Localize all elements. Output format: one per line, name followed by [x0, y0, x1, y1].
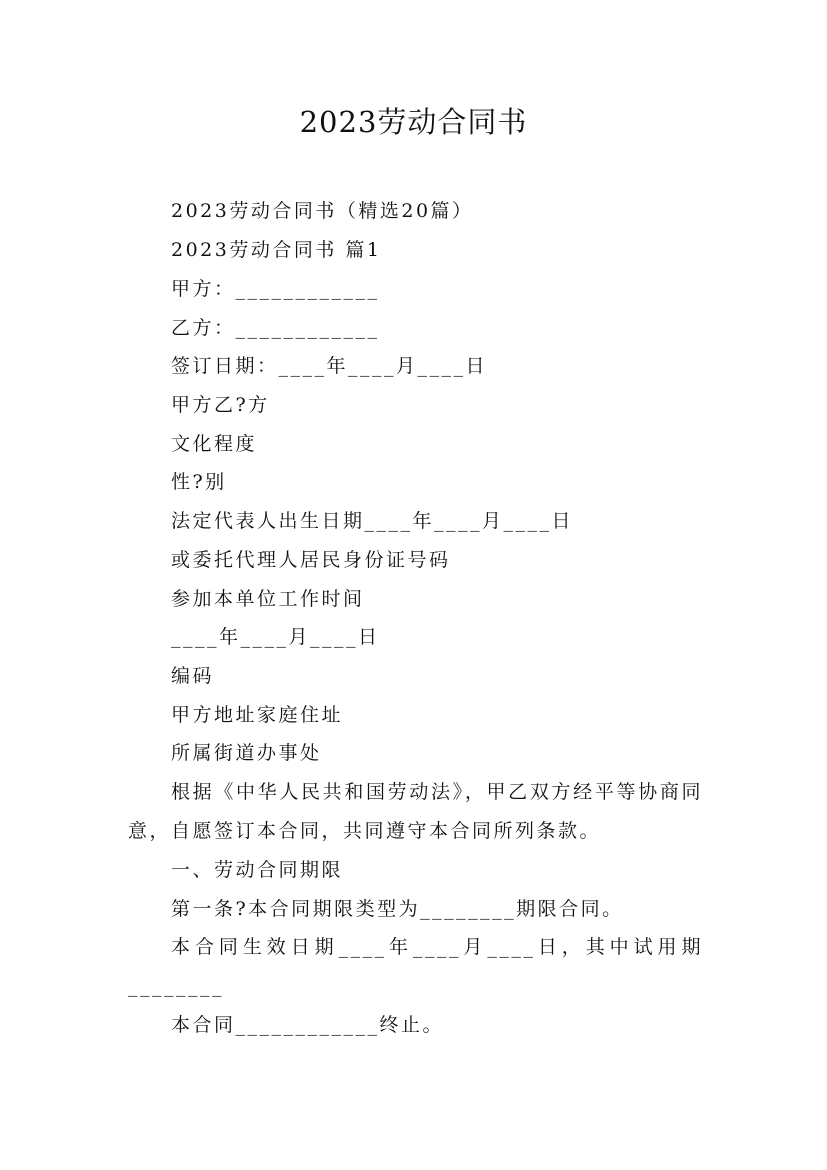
party-a-line: 甲方：____________	[171, 278, 380, 300]
form-field-line: 编码	[171, 665, 215, 687]
intro-paragraph: 根据《中华人民共和国劳动法》，甲乙双方经平等协商同意，自愿签订本合同，共同遵守本合同所列条款。	[128, 781, 703, 842]
sign-date-line: 签订日期：____年____月____日	[171, 355, 488, 377]
form-field-line: 文化程度	[171, 433, 258, 455]
document-title: 2023劳动合同书	[299, 105, 528, 139]
form-field-line: 或委托代理人居民身份证号码	[171, 549, 451, 571]
form-field-line: 法定代表人出生日期____年____月____日	[171, 510, 574, 532]
form-field-line: 所属街道办事处	[171, 742, 322, 764]
article-heading: 2023劳动合同书 篇1	[171, 239, 382, 261]
form-field-line: 甲方乙?方	[171, 394, 270, 416]
form-field-line: 性?别	[171, 471, 227, 493]
effective-date-paragraph: 本合同生效日期____年____月____日，其中试用期________	[128, 936, 703, 997]
subtitle-line: 2023劳动合同书（精选20篇）	[171, 200, 474, 222]
party-b-line: 乙方：____________	[171, 317, 380, 339]
section-heading: 一、劳动合同期限	[171, 859, 344, 881]
form-field-line: 甲方地址家庭住址	[171, 704, 344, 726]
clause-line: 第一条?本合同期限类型为________期限合同。	[171, 898, 624, 920]
termination-line: 本合同____________终止。	[171, 1014, 445, 1036]
form-field-line: ____年____月____日	[171, 626, 380, 648]
form-field-line: 参加本单位工作时间	[171, 588, 365, 610]
